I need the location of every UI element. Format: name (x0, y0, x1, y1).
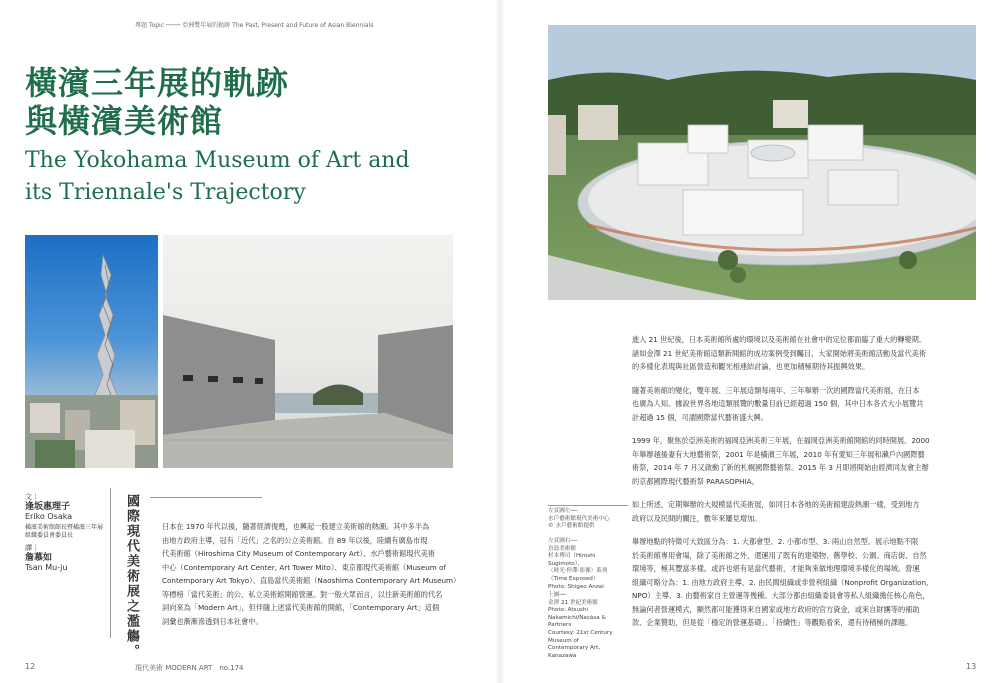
caption-3 (548, 592, 630, 660)
title-en-line1: The Yokohama Museum of Art and (25, 148, 410, 173)
right-body-line: 1999 年，聚焦於亞洲美術的福岡亞洲美術三年展，在福岡亞洲美術館開館的同時開展。2000 (632, 436, 930, 445)
right-body-line: 年舉辦越後妻有大地藝術祭，2001 年是橫濱三年展，2010 年有愛知三年展和瀨戶內國際藝 (632, 449, 925, 459)
right-body-line: 舉辦地點的特徵可大致區分為：1. 大都會型、2. 小都市型、3. 兩山自然型。展示地點不限 (632, 537, 919, 546)
title-zh-line1: 橫濱三年展的軌跡 (25, 64, 290, 102)
magazine-footer: 現代美術 MODERN ART no.174 (135, 664, 244, 672)
right-body-line: 的多樣化表現與社區營造和觀光相連結討論，也更加積極期待其振興效果。 (632, 362, 870, 371)
right-body-line: 計超過 15 個，可謂國際當代藝術盛大興。 (632, 412, 768, 422)
right-body-line: 於美術館專用會場，除了美術館之外，還運用了既有的建築物、舊學校、公園、商店街、自然 (632, 550, 927, 560)
author-name-zh: 逢坂惠理子 (25, 502, 71, 512)
right-body-line: 進入 21 世紀後，日本美術館所處的環境以及美術館在社會中的定位都面臨了重大的轉變期。 (632, 335, 927, 344)
museum-illustration (548, 25, 976, 300)
left-body-line: Contemporary Art Tokyo）、直島當代美術館（Naoshima Contemporary Art Museum） (162, 576, 461, 585)
caption-1 (548, 508, 628, 531)
caption-rule (548, 505, 628, 506)
left-body-text (162, 520, 461, 628)
left-body-line: 詞彙也漸漸滲透到日本社會中。 (162, 616, 263, 626)
caption-line: 左頁圖左── (548, 508, 578, 514)
right-body-line: NPO）主導、3. 由藝術家自主營運等幾種。大部分都由組織委員會等私人組織擔任核心角色， (632, 591, 930, 600)
right-body-line: 組織可略分為：1. 由地方政府主導、2. 由民間組織或非營利組織（Nonprofit Organization, (632, 577, 929, 587)
caption-line: 上圖── (548, 592, 566, 598)
caption-line: 水戶藝術館現代美術中心 (548, 515, 610, 522)
author-desc-1: 橫濱美術館館長暨橫濱三年展 (25, 524, 104, 531)
right-body-line: 如上所述，定期舉辦的大規模當代美術展，如同日本各地的美術館建設熱潮一樣，受到地方 (632, 500, 920, 509)
left-body-line: 詞向來為「Modern Art」，但伴隨上述當代美術館的開館，「Contemporary Art」這個 (162, 603, 440, 612)
caption-line: 左頁圖右── (548, 538, 578, 544)
tower-photo (25, 235, 158, 468)
caption-line: 金澤 21 世紀美術館 (548, 599, 598, 606)
quote-rule (150, 497, 262, 498)
left-body-line: 中心（Contemporary Art Center, Art Tower Mito）、東京都現代美術館（Museum of (162, 562, 446, 572)
caption-line: © 水戶藝術館提供 (548, 523, 595, 530)
author-name-en: Eriko Osaka (25, 512, 73, 521)
right-page-number: 13 (966, 662, 977, 671)
naoshima-photo (163, 235, 453, 468)
title-zh-line2: 與橫濱美術館 (25, 102, 224, 140)
right-body-line: 環境等，極其豐富多樣。或許也堪有是當代藝術，才能夠來做地理環境多樣化的場域。營運 (632, 564, 920, 573)
caption-line: Contemporary Art, Kanazawa (548, 645, 601, 659)
page-gutter (495, 0, 505, 683)
right-body-line: 隨著美術館的變化，雙年展、三年展這類每兩年、三年舉辦一次的國際當代美術展，在日本 (632, 385, 920, 395)
left-body-line: 代美術館（Hiroshima City Museum of Contemporary Art）、水戶藝術館現代美術 (162, 549, 436, 558)
caption-line: （Time Exposed） (548, 575, 599, 582)
divider-line (110, 488, 111, 638)
right-body-line: 也廣為人知。據說世界各地這類展覽的數量目前已經超過 150 個，其中日本各式大小展覽共 (632, 399, 924, 408)
author-role: 文｜ (25, 493, 39, 501)
caption-line: Photo: Shigeo Anzai (548, 583, 604, 590)
translator-name-zh: 詹慕如 (25, 553, 53, 563)
caption-line: 〈時光‧停滯‧影像〉系列 (548, 568, 608, 575)
left-page-number: 12 (25, 662, 36, 671)
translator-name-en: Tsan Mu-ju (25, 563, 68, 572)
caption-line: Photo: Atsushi Nakamichi/Nacása & (548, 607, 606, 621)
paragraph-spacer (632, 374, 977, 384)
left-body-line: 由地方政府主導，冠有「近代」之名的公立美術館。自 89 年以後，陸續有廣島市現 (162, 535, 428, 545)
caption-line: 直島美術館 (548, 545, 576, 552)
right-body-text (632, 333, 977, 630)
translator-role: 譯｜ (25, 544, 39, 552)
author-desc-2: 組織委員會委員長 (25, 532, 74, 539)
left-body-line: 日本在 1970 年代以後，隨著經濟復甦，也興起一股建立美術館的熱潮。其中多半為 (162, 522, 430, 531)
paragraph-spacer (632, 525, 977, 535)
author-block (25, 492, 103, 573)
right-body-line: 的京都國際現代藝術祭 PARASOPHIA。 (632, 476, 759, 486)
caption-line: Partners (548, 622, 572, 629)
tower-illustration (25, 235, 158, 468)
left-body-line: 等標榜「當代美術」的公、私立美術館開館營運。對一般大眾而言，以往新美術館的代名 (162, 589, 443, 599)
caption-line: Courtesy: 21st Century Museum of (548, 629, 613, 644)
right-body-line: 無論何者營運模式，顯然都可能獲得來自國家或地方政府的官方資金，或來自財團等的補助 (632, 604, 920, 614)
kanazawa-museum-photo (548, 25, 976, 300)
caption-line: 杉本博司（Hiroshi Sugimoto）， (548, 553, 596, 567)
section-header: 專題 Topic ──── 亞洲雙年展的軌跡 The Past, Present and Future of Asian Biennials (135, 22, 374, 29)
right-body-line: 術祭，2014 年 7 月又啟動了新的札幌國際藝術祭。2015 年 3 月即將開始由經濟同友會主辦 (632, 463, 929, 472)
pull-quote: 國際現代美術展之濫觴。 (124, 494, 139, 659)
paragraph-spacer (632, 424, 977, 434)
title-en-line2: its Triennale's Trajectory (25, 180, 306, 205)
right-body-line: 政府以及民間的關注，數年來屢見增加。 (632, 513, 762, 523)
caption-2 (548, 538, 630, 591)
right-body-line: 諸如金澤 21 世紀美術館這類新開館的成功案例受到矚目，大家開始將美術館活動及當代美術 (632, 348, 927, 358)
paragraph-spacer (632, 488, 977, 498)
right-body-line: 款、企業贊助，但是從「穩定的營運基礎」、「持續性」等觀點看來，還有待積極的課題。 (632, 618, 913, 627)
naoshima-illustration (163, 235, 453, 468)
